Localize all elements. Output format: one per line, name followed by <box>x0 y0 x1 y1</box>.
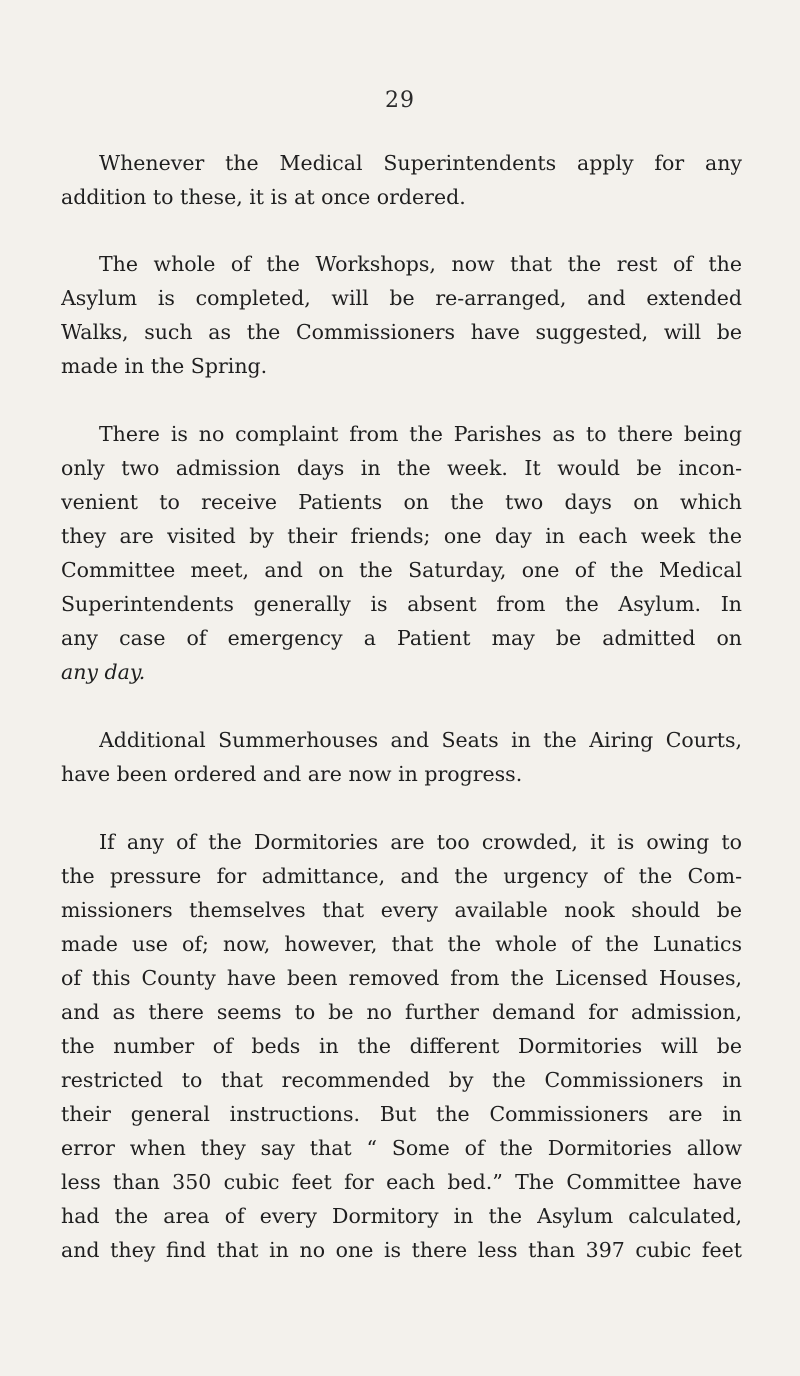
paragraph-5-line-11: less than 350 cubic feet for each bed.” The Committee have <box>61 1170 742 1194</box>
paragraph-1-line-2: addition to these, it is at once ordered. <box>61 185 466 209</box>
page-number: 29 <box>385 88 415 113</box>
paragraph-1-line-1: Whenever the Medical Superintendents apply for any <box>99 151 742 175</box>
paragraph-5-line-4: made use of; now, however, that the whole of the Lunatics <box>61 932 742 956</box>
paragraph-2-line-1: The whole of the Workshops, now that the rest of the <box>99 252 742 276</box>
paragraph-5-line-12: had the area of every Dormitory in the Asylum calculated, <box>61 1204 742 1228</box>
paragraph-5-line-3: missioners themselves that every available nook should be <box>61 898 742 922</box>
paragraph-5-line-5: of this County have been removed from the Licensed Houses, <box>61 966 742 990</box>
paragraph-3-line-5: Committee meet, and on the Saturday, one of the Medical <box>61 558 742 582</box>
paragraph-5-line-1: If any of the Dormitories are too crowded, it is owing to <box>99 830 742 854</box>
paragraph-3-line-2: only two admission days in the week. It would be incon- <box>61 456 742 480</box>
paragraph-5-line-10: error when they say that “ Some of the Dormitories allow <box>61 1136 742 1160</box>
paragraph-2-line-3: Walks, such as the Commissioners have suggested, will be <box>61 320 742 344</box>
paragraph-5-line-13: and they find that in no one is there less than 397 cubic feet <box>61 1238 742 1262</box>
paragraph-5-line-7: the number of beds in the different Dormitories will be <box>61 1034 742 1058</box>
paragraph-3-line-8: any day. <box>61 660 146 684</box>
paragraph-5-line-2: the pressure for admittance, and the urgency of the Com- <box>61 864 742 888</box>
paragraph-3-line-7: any case of emergency a Patient may be admitted on <box>61 626 742 650</box>
paragraph-2-line-2: Asylum is completed, will be re-arranged, and extended <box>61 286 742 310</box>
paragraph-5-line-9: their general instructions. But the Commissioners are in <box>61 1102 742 1126</box>
paragraph-5-line-8: restricted to that recommended by the Commissioners in <box>61 1068 742 1092</box>
paragraph-4-line-2: have been ordered and are now in progress. <box>61 762 523 786</box>
paragraph-5-line-6: and as there seems to be no further demand for admission, <box>61 1000 742 1024</box>
paragraph-2-line-4: made in the Spring. <box>61 354 268 378</box>
paragraph-3-line-1: There is no complaint from the Parishes as to there being <box>99 422 742 446</box>
paragraph-3-line-3: venient to receive Patients on the two days on which <box>61 490 742 514</box>
paragraph-3-line-6: Superintendents generally is absent from the Asylum. In <box>61 592 742 616</box>
paragraph-4-line-1: Additional Summerhouses and Seats in the Airing Courts, <box>99 728 742 752</box>
paragraph-3-line-4: they are visited by their friends; one day in each week the <box>61 524 742 548</box>
